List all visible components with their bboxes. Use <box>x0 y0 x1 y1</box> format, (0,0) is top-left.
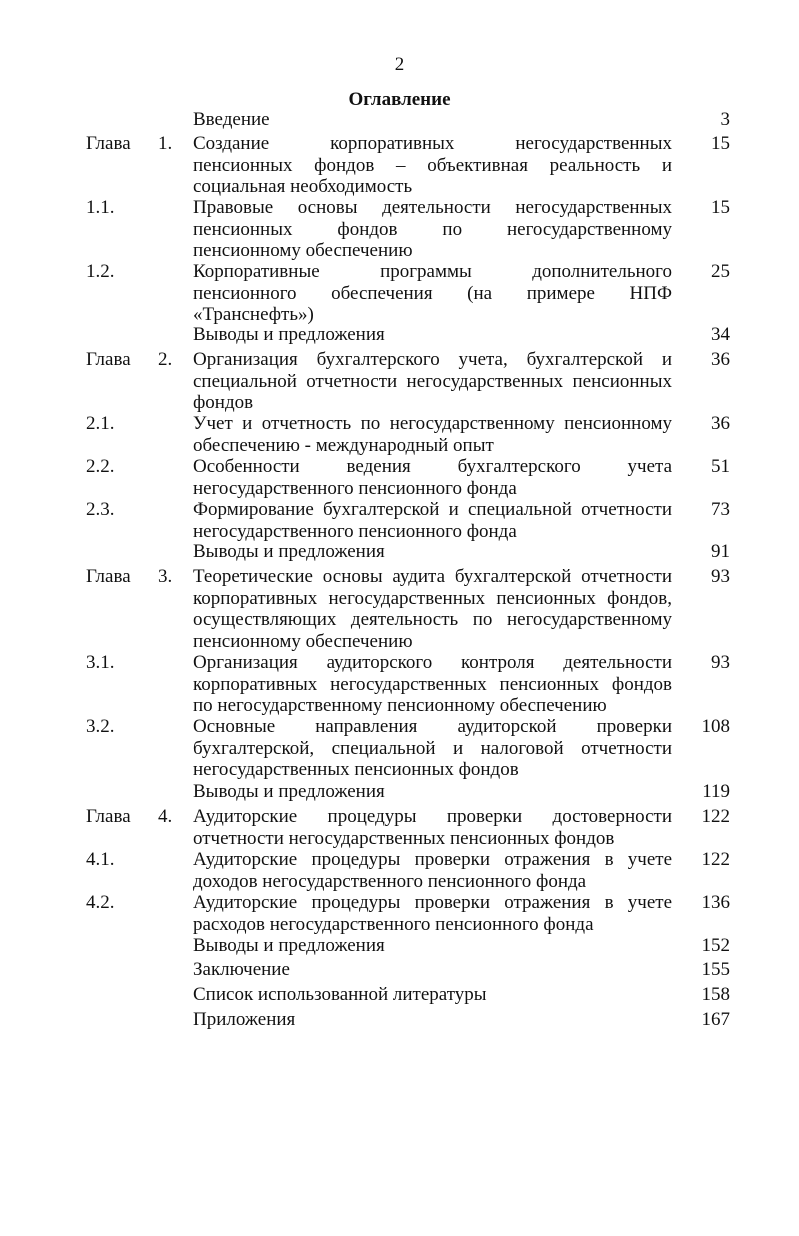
toc-entry-text: Особенности ведения бухгалтерского учета <box>193 456 672 477</box>
toc-entry-text: Выводы и предложения <box>193 541 385 562</box>
toc-entry-text: бухгалтерской, специальной и налоговой отчетности <box>193 737 672 759</box>
toc-entry-text: Корпоративные программы дополнительного <box>193 261 672 282</box>
toc-entry-line <box>0 984 799 1006</box>
toc-entry-text: Выводы и предложения <box>193 781 385 802</box>
toc-entry-label: 1.1. <box>86 197 115 218</box>
toc-entry-text: Организация бухгалтерского учета, бухгалтерской и <box>193 349 672 370</box>
toc-entry-text: отчетности негосударственных пенсионных фондов <box>193 827 615 849</box>
toc-entry-text: Учет и отчетность по негосударственному пенсионному <box>193 413 672 434</box>
toc-entry-line <box>0 716 799 738</box>
toc-entry-line <box>0 456 799 478</box>
toc-entry-text: пенсионных фондов по негосударственному <box>193 218 672 240</box>
toc-entry-page: 108 <box>701 716 730 737</box>
toc-entry-line <box>0 197 799 219</box>
toc-entry-line <box>0 133 799 155</box>
toc-entry-text: Правовые основы деятельности негосударственных <box>193 197 672 218</box>
toc-entry-page: 93 <box>711 652 730 673</box>
toc-entry-label: Глава <box>86 566 131 587</box>
toc-entry-text: специальной отчетности негосударственных пенсионных <box>193 370 672 392</box>
toc-entry-line <box>0 499 799 521</box>
toc-entry-label: 3.1. <box>86 652 115 673</box>
toc-entry-page: 3 <box>720 109 730 130</box>
toc-entry-text: Основные направления аудиторской проверки <box>193 716 672 737</box>
toc-entry-text: фондов <box>193 392 254 413</box>
page-title: Оглавление <box>348 89 451 110</box>
toc-entry-text: Формирование бухгалтерской и специальной отчетности <box>193 499 672 520</box>
toc-entry-line <box>0 609 799 631</box>
toc-entry-text: негосударственного пенсионного фонда <box>193 477 517 499</box>
toc-entry-text: Аудиторские процедуры проверки отражения в учете <box>193 849 672 870</box>
toc-entry-page: 15 <box>711 133 730 154</box>
toc-entry-line <box>0 240 799 262</box>
toc-entry-label: Глава <box>86 806 131 827</box>
toc-entry-label: Глава <box>86 133 131 154</box>
toc-entry-page: 91 <box>711 541 730 562</box>
toc-entry-number: 2. <box>158 349 173 370</box>
toc-entry-page: 119 <box>702 781 730 802</box>
toc-entry-text: Аудиторские процедуры проверки достоверности <box>193 806 672 827</box>
toc-entry-text: Выводы и предложения <box>193 324 385 345</box>
toc-entry-line <box>0 871 799 893</box>
toc-entry-line <box>0 914 799 936</box>
toc-entry-number: 1. <box>158 133 173 154</box>
toc-entry-text: пенсионному обеспечению <box>193 240 413 261</box>
toc-entry-text: негосударственного пенсионного фонда <box>193 520 517 542</box>
toc-entry-label: Глава <box>86 349 131 370</box>
toc-entry-line <box>0 828 799 850</box>
toc-entry-line <box>0 935 799 957</box>
toc-entry-page: 34 <box>711 324 730 345</box>
toc-entry-label: 2.3. <box>86 499 115 520</box>
toc-entry-text: по негосударственному пенсионному обеспечению <box>193 695 607 716</box>
toc-entry-line <box>0 176 799 198</box>
toc-entry-label: 2.1. <box>86 413 115 434</box>
toc-entry-text: корпоративных негосударственных пенсионных фондов, <box>193 587 672 609</box>
toc-entry-text: пенсионных фондов – объективная реальность и <box>193 154 672 176</box>
toc-entry-page: 158 <box>701 984 730 1005</box>
toc-entry-text: Организация аудиторского контроля деятельности <box>193 652 672 673</box>
toc-entry-line <box>0 674 799 696</box>
toc-entry-label: 4.2. <box>86 892 115 913</box>
toc-entry-line <box>0 349 799 371</box>
toc-entry-number: 4. <box>158 806 173 827</box>
toc-entry-line <box>0 959 799 981</box>
toc-entry-line <box>0 261 799 283</box>
toc-entry-page: 15 <box>711 197 730 218</box>
toc-entry-line <box>0 413 799 435</box>
toc-entry-page: 136 <box>701 892 730 913</box>
toc-entry-text: пенсионного обеспечения (на примере НПФ <box>193 282 672 304</box>
toc-entry-page: 93 <box>711 566 730 587</box>
toc-entry-line <box>0 781 799 803</box>
toc-entry-line <box>0 652 799 674</box>
toc-entry-line <box>0 631 799 653</box>
toc-entry-text: Теоретические основы аудита бухгалтерской отчетности <box>193 566 672 587</box>
toc-entry-number: 3. <box>158 566 173 587</box>
page-number: 2 <box>394 54 405 75</box>
toc-entry-text: социальная необходимость <box>193 176 413 197</box>
toc-entry-line <box>0 1009 799 1031</box>
toc-entry-line <box>0 219 799 241</box>
toc-entry-page: 36 <box>711 413 730 434</box>
toc-entry-line <box>0 324 799 346</box>
toc-entry-line <box>0 541 799 563</box>
toc-entry-text: осуществляющих деятельность по негосударственному <box>193 609 672 630</box>
toc-entry-line <box>0 392 799 414</box>
toc-entry-text: пенсионному обеспечению <box>193 630 413 652</box>
toc-entry-text: Заключение <box>193 959 290 980</box>
toc-entry-text: обеспечению - международный опыт <box>193 434 494 456</box>
toc-entry-line <box>0 435 799 457</box>
toc-entry-line <box>0 283 799 305</box>
toc-entry-page: 122 <box>701 806 730 827</box>
toc-entry-label: 2.2. <box>86 456 115 477</box>
toc-entry-page: 152 <box>701 935 730 956</box>
toc-entry-line <box>0 371 799 393</box>
toc-entry-text: «Транснефть») <box>193 304 314 325</box>
toc-entry-text: доходов негосударственного пенсионного фонда <box>193 870 587 892</box>
toc-entry-line <box>0 566 799 588</box>
toc-entry-text: Введение <box>193 109 270 130</box>
toc-entry-label: 1.2. <box>86 261 115 282</box>
toc-entry-line <box>0 849 799 871</box>
toc-entry-page: 73 <box>711 499 730 520</box>
toc-entry-line <box>0 155 799 177</box>
toc-entry-label: 3.2. <box>86 716 115 737</box>
toc-entry-line <box>0 806 799 828</box>
toc-entry-page: 36 <box>711 349 730 370</box>
toc-entry-line <box>0 695 799 717</box>
toc-entry-text: расходов негосударственного пенсионного фонда <box>193 913 594 935</box>
toc-entry-text: корпоративных негосударственных пенсионных фондов <box>193 673 672 695</box>
toc-entry-page: 51 <box>711 456 730 477</box>
toc-entry-line <box>0 478 799 500</box>
toc-entry-page: 122 <box>701 849 730 870</box>
toc-entry-page: 155 <box>701 959 730 980</box>
toc-entry-line <box>0 892 799 914</box>
toc-entry-text: Выводы и предложения <box>193 935 385 956</box>
toc-entry-line <box>0 738 799 760</box>
toc-entry-line <box>0 521 799 543</box>
toc-entry-page: 25 <box>711 261 730 282</box>
toc-entry-line <box>0 588 799 610</box>
toc-entry-text: Создание корпоративных негосударственных <box>193 133 672 154</box>
toc-entry-line <box>0 759 799 781</box>
toc-entry-line <box>0 109 799 131</box>
toc-entry-line <box>0 304 799 326</box>
toc-entry-text: негосударственных пенсионных фондов <box>193 759 519 780</box>
toc-entry-text: Список использованной литературы <box>193 984 487 1005</box>
toc-entry-label: 4.1. <box>86 849 115 870</box>
toc-entry-text: Аудиторские процедуры проверки отражения в учете <box>193 892 672 913</box>
toc-entry-page: 167 <box>701 1009 730 1030</box>
toc-entry-text: Приложения <box>193 1009 296 1030</box>
